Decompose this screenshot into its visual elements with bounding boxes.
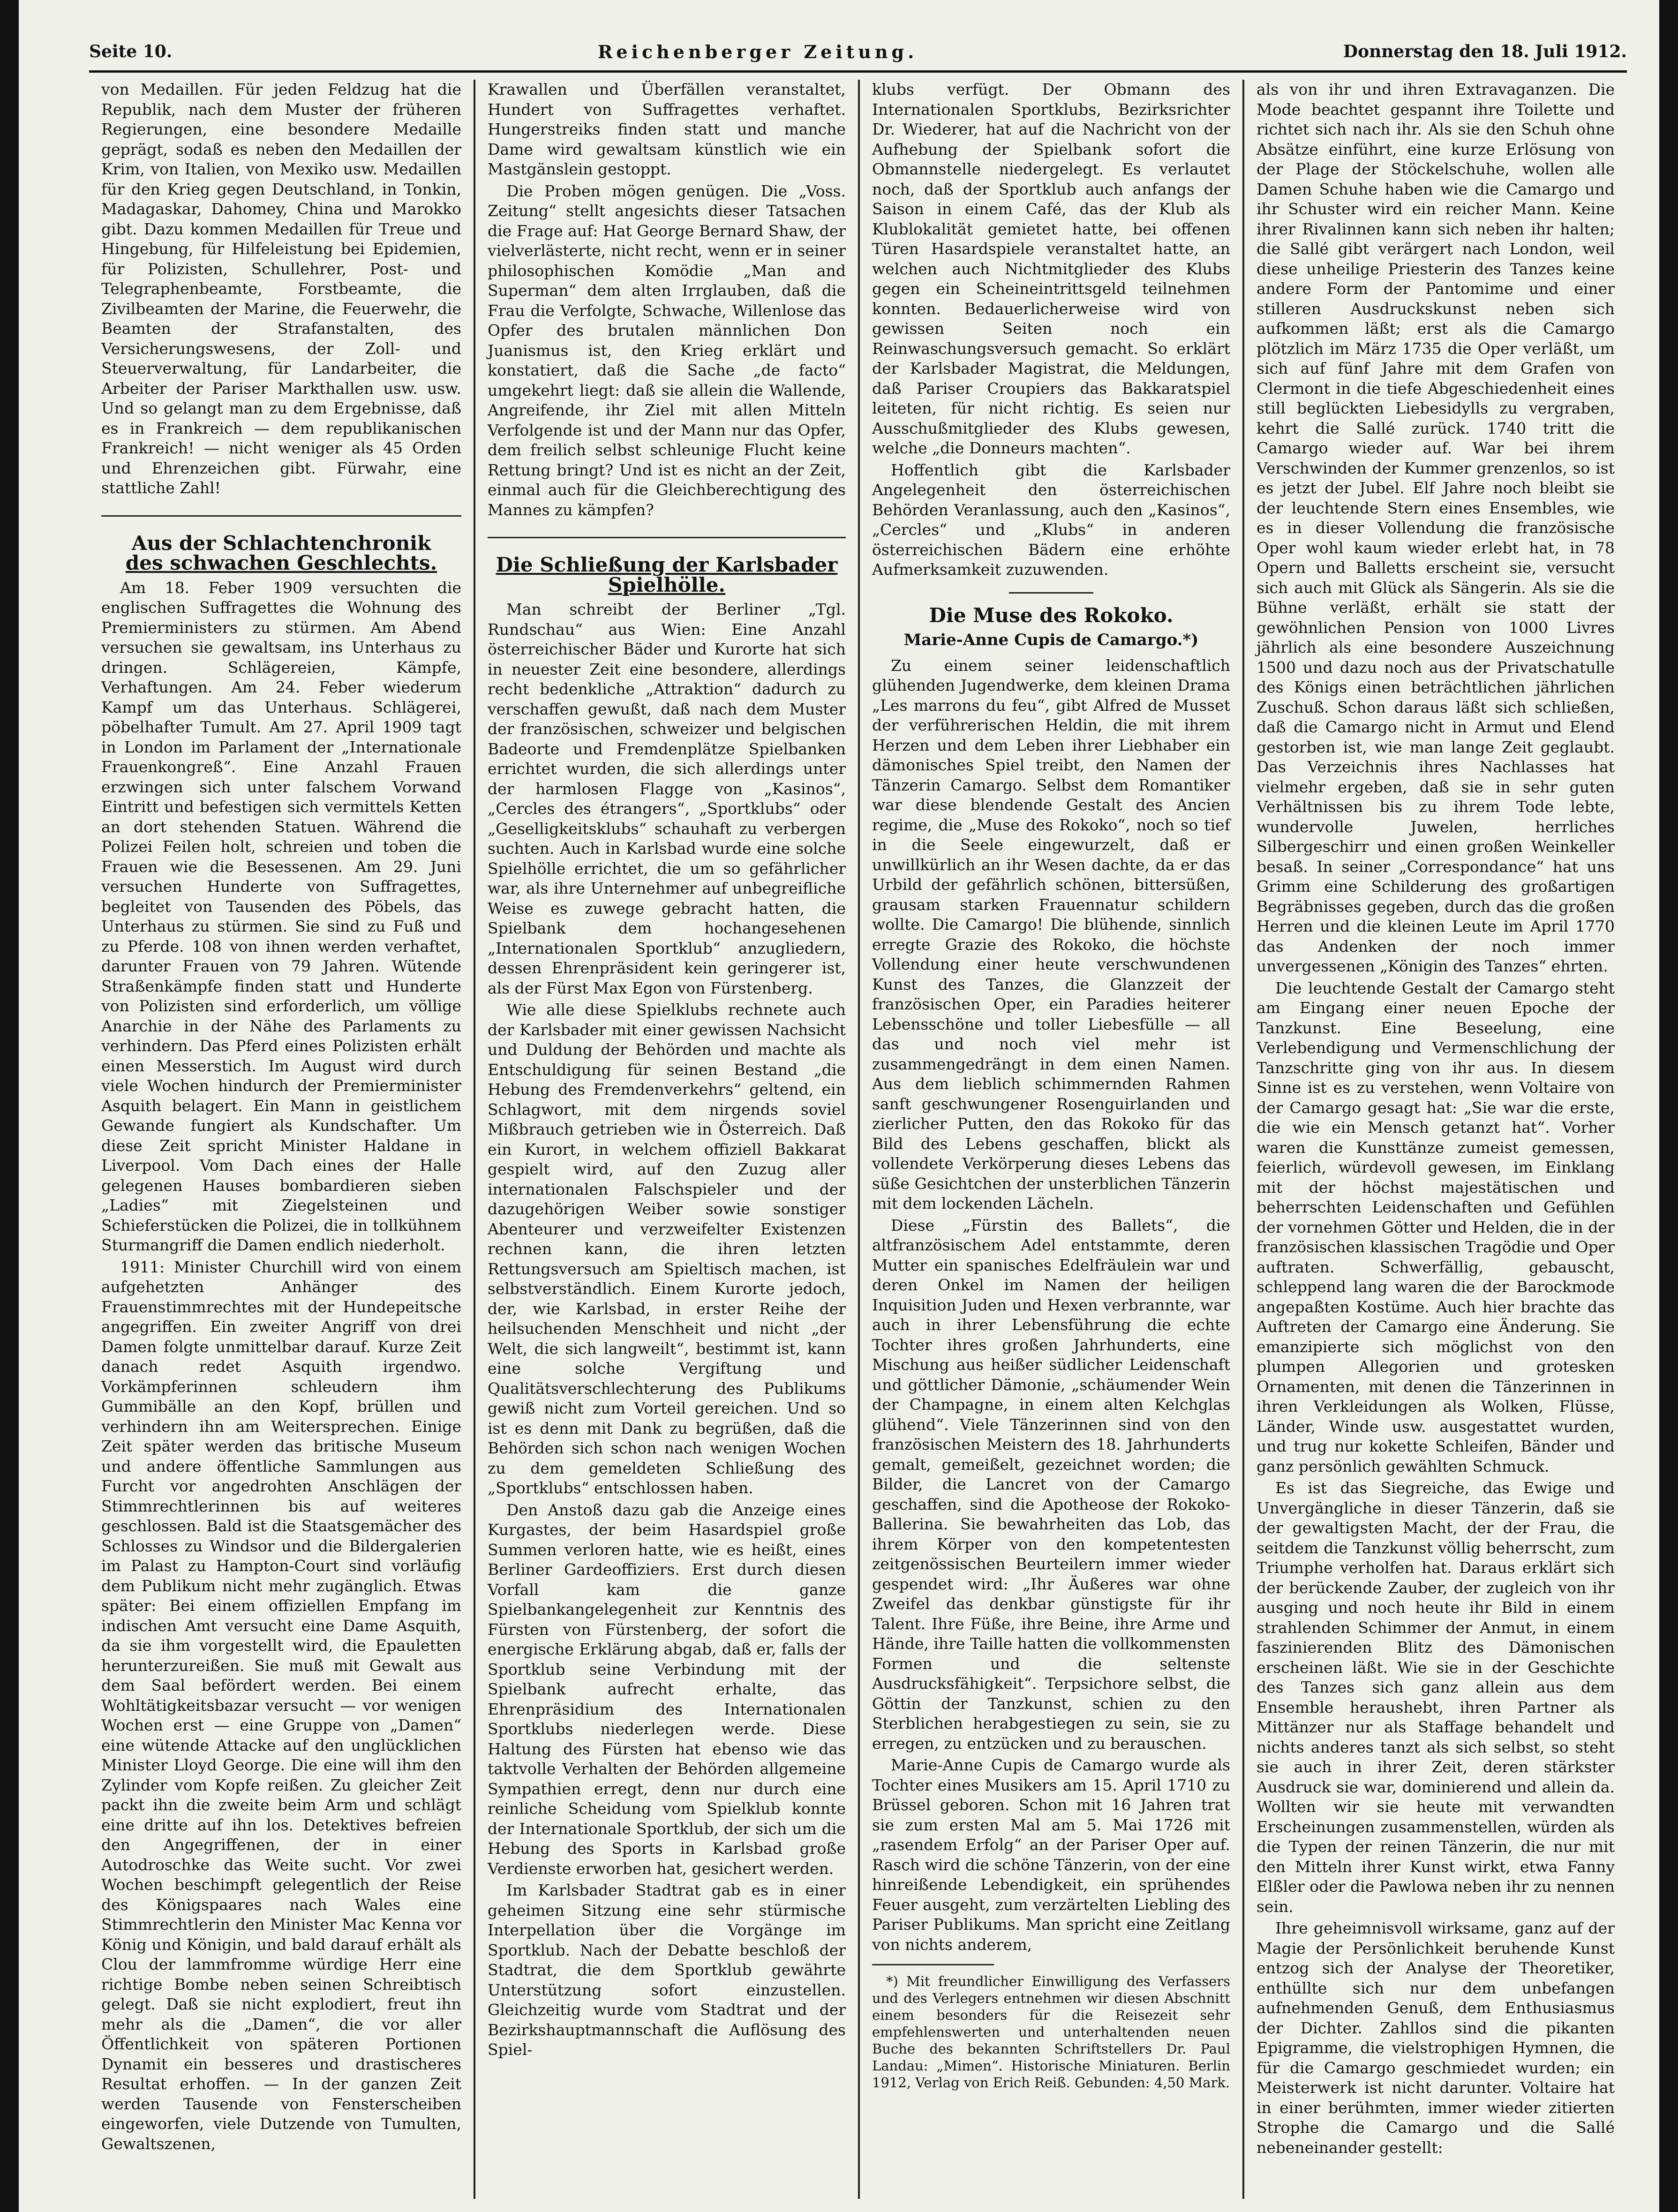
article-text: 1911: Minister Churchill wird von einem aufgehetzten Anhänger des Frauenstimmrechtes mit der Hundepeitsche angegriffen. Ein zweiter Angriff von drei Damen folgte unmittelbar darauf. Kurze Zeit danach redet Asquith irgendwo. Vorkämpferinnen schleudern ihm Gummibälle an den Kopf, brüllen und verhindern ihn am Weitersprechen. Einige Zeit später werden das britische Museum und andere öffentliche Sammlungen aus Furcht vor angedrohten Anschlägen der Stimmrechtlerinnen bis auf weiteres geschlossen. Bald ist die Staatsgemächer des Schlosses zu Windsor und die Bildergalerien im Palast zu Hampton-Court sind vorläufig dem Publikum nicht mehr zugänglich. Etwas später: Bei einem offiziellen Empfang im indischen Amt versucht eine Dame Asquith, da sie ihm vorgestellt wird, die Epauletten herunterzureißen. Sie muß mit Gewalt aus dem Saal befördert werden. Bei einem Wohltätigkeitsbazar versucht — vor wenigen Wochen erst — eine Gruppe von „Damen“ eine wütende Attacke auf den unglücklichen Minister Lloyd George. Die eine will ihm den Zylinder vom Kopfe reißen. Zu gleicher Zeit packt ihn die zweite beim Arm und schlägt eine dritte auf ihn los. Detektives befreien den Angegriffenen, der in einer Autodroschke das Weite sucht. Vor zwei Wochen beschimpft gelegentlich der Reise des Königspaares nach Wales eine Stimmrechtlerin den Minister Mac Kenna vor König und Königin, und bald darauf erhält als Clou der lammfromme würdige Herr eine richtige Bombe neben seinen Schreibtisch gelegt. Daß sie nicht explodiert, freut ihn mehr als die „Damen“, die vor aller Öffentlichkeit von späteren Portionen Dynamit ein besseres und drastischeres Resultat erhoffen. — In der ganzen Zeit werden Tausende von Fensterscheiben eingeworfen, viele Dutzende von Tumulten, Gewaltszenen, [101, 1257, 461, 2153]
article-text: Diese „Fürstin des Ballets“, die altfranzösischem Adel entstammte, deren Mutter ein spanisches Edelfräulein war und deren Onkel im Namen der heiligen Inquisition Juden und Hexen verbrannte, war auch in ihrer Lebensführung die echte Tochter ihres großen Jahrhunderts, eine Mischung aus heißer südlicher Leidenschaft und göttlicher Dämonie, „schäumender Wein der Champagne, in einem alten Kelchglas glühend“. Viele Tänzerinnen sind von den französischen Meistern des 18. Jahrhunderts gemalt, gemeißelt, gezeichnet worden; die Bilder, die Lancret von der Camargo geschaffen, sind die Apotheose der Rokoko-Ballerina. Sie bewahrheiten das Lob, das ihrem Körper von den kompetentesten zeitgenössischen Beurteilern immer wieder gespendet wird: „Ihr Äußeres war ohne Zweifel das denkbar günstigste für ihr Talent. Ihre Füße, ihre Beine, ihre Arme und Hände, ihre Taille hatten die vollkommensten Formen und die seltenste Ausdrucksfähigkeit“. Terpsichore selbst, die Göttin der Tanzkunst, schien zu den Sterblichen herabgestiegen zu sein, sie zu erregen, zu entzücken und zu berauschen. [872, 1216, 1230, 1753]
article-title-line2: des schwachen Geschlechts. [125, 551, 437, 574]
article-text: Krawallen und Überfällen veranstaltet, Hundert von Suffragettes verhaftet. Hungerstreiks finden statt und manche Dame wird gewaltsam künstlich wie ein Mastgänslein gestoppt. [488, 80, 846, 178]
article-title: Aus der Schlachtenchronik [131, 531, 431, 555]
article-text: von Medaillen. Für jeden Feldzug hat die Republik, nach dem Muster der früheren Regierungen, eine besondere Medaille geprägt, sodaß es neben den Medaillen der Krim, von Italien, von Mexiko usw. Medaillen für den Krieg gegen Deutschland, in Tonkin, Madagaskar, Dahomey, China und Marokko gibt. Dazu kommen Medaillen für Treue und Hingebung, für Hilfeleistung bei Epidemien, für Polizisten, Schullehrer, Post- und Telegraphenbeamte, Forstbeamte, die Zivilbeamten der Marine, die Feuerwehr, die Beamten der Strafanstalten, des Versicherungswesens, der Zoll- und Steuerverwaltung, für Landarbeiter, die Arbeiter der Pariser Markthallen usw. usw. Und so gelangt man zu dem Ergebnisse, daß es in Frankreich — dem republikanischen Frankreich! — nicht weniger als 45 Orden und Ehrenzeichen gibt. Fürwahr, eine stattliche Zahl! [101, 80, 461, 497]
column-4 [1242, 80, 1627, 2199]
columns [89, 80, 1627, 2199]
footnote-text: *) Mit freundlicher Einwilligung des Verfassers und des Verlegers entnehmen wir diesen Abschnitt einem besonders für die Reisezeit sehr empfehlenswerten und unterhaltenden neuen Buche des bekannten Schriftstellers Dr. Paul Landau: „Mimen“. Historische Miniaturen. Berlin 1912, Verlag von Erich Reiß. Gebunden: 4,50 Mark. [872, 1973, 1230, 2091]
article-subtitle: Marie-Anne Cupis de Camargo.*) [903, 631, 1199, 649]
article-text: Im Karlsbader Stadtrat gab es in einer geheimen Sitzung eine sehr stürmische Interpellation über die Vorgänge im Sportklub. Nach der Debatte beschloß der Stadtrat, die dem Sportklub gewährte Unterstützung sofort einzustellen. Gleichzeitig wurde vom Stadtrat und der Bezirkshauptmannschaft die Auflösung des Spiel- [488, 1881, 846, 2059]
scan-edge-right [1659, 0, 1678, 2212]
article-text: Den Anstoß dazu gab die Anzeige eines Kurgastes, der beim Hasardspiel große Summen verloren hatte, wie es heißt, eines Berliner Gardeoffiziers. Erst durch diesen Vorfall kam die ganze Spielbankangelegenheit zur Kenntnis des Fürsten von Fürstenberg, der sofort die energische Erklärung abgab, daß er, falls der Sportklub seine Verbindung mit der Spielbank aufrecht erhalte, das Ehrenpräsidium des Internationalen Sportklubs niederlegen werde. Diese Haltung des Fürsten hat ebenso wie das taktvolle Verhalten der Behörden allgemeine Sympathien erregt, denn nur durch eine reinliche Scheidung vom Spielklub konnte der Internationale Sportklub, der sich um die Hebung des Sports in Karlsbad große Verdienste erworben hat, gesichert werden. [488, 1500, 846, 1878]
article-text: Es ist das Siegreiche, das Ewige und Unvergängliche in dieser Tänzerin, daß sie der gewaltigsten Macht, der der Frau, die seitdem die Tanzkunst völlig beherrscht, zum Triumphe verholfen hat. Daraus erklärt sich der berückende Zauber, der zugleich von ihr ausging und noch heute ihr Bild in einem strahlenden Schimmer der Anmut, in einem faszinierenden Blitz des Dämonischen erscheinen läßt. Wie sie in der Geschichte des Tanzes sich ganz allein aus dem Ensemble heraushebt, ihren Partner als Mittänzer nur als Staffage behandelt und nichts anderes tanzt als sich selbst, so steht sie auch in ihrer Zeit, deren stärkster Ausdruck sie war, dominierend und allein da. Wollten wir sie heute mit verwandten Erscheinungen zusammenstellen, würden als die Typen der reinen Tänzerin, die nur mit den Mitteln ihrer Kunst wirkt, etwa Fanny Elßler oder die Pawlowa neben ihr zu nennen sein. [1257, 1479, 1615, 1916]
article-text: Marie-Anne Cupis de Camargo wurde als Tochter eines Musikers am 15. April 1710 zu Brüssel geboren. Schon mit 16 Jahren trat sie zum ersten Mal am 5. Mai 1726 mit „rasendem Erfolg“ an der Pariser Oper auf. Rasch wird die schöne Tänzerin, von der eine hinreißende Lebendigkeit, ein sprühendes Feuer ausgeht, zum verzärtelten Liebling des Pariser Publikums. Man spricht eine Zeitlang von nichts anderem, [872, 1756, 1230, 1954]
article-text: Die leuchtende Gestalt der Camargo steht am Eingang einer neuen Epoche der Tanzkunst. Eine Beseelung, eine Verlebendigung und Vermenschlichung der Tanzschritte ging von ihr aus. In diesem Sinne ist es zu verstehen, wenn Voltaire von der Camargo gesagt hat: „Sie war die erste, die wie ein Mensch getanzt hat“. Vorher waren die Kunsttänze zumeist gemessen, feierlich, würdevoll gewesen, im Einklang mit der höchst majestätischen und beherrschten Leidenschaften und Gefühlen der vornehmen Götter und Helden, die in der französischen klassischen Tragödie und Oper auftraten. Schwerfällig, gebauscht, schleppend lang waren die der Barockmode angepaßten Kostüme. Auch hier brachte das Auftreten der Camargo eine Änderung. Sie emanzipierte sich möglichst von den plumpen Allegorien und grotesken Ornamenten, mit denen die Tänzerinnen in ihren Verkleidungen als Wolken, Flüsse, Länder, Winde usw. ausgestattet wurden, und trug nur kokette Schleifen, Bänder und ganz persönlich gewählten Schmuck. [1257, 978, 1615, 1475]
column-1 [89, 80, 474, 2199]
article-text: Am 18. Feber 1909 versuchten die englischen Suffragettes die Wohnung des Premierministers zu stürmen. Am Abend versuchen sie gewaltsam, ins Unterhaus zu dringen. Schlägereien, Kämpfe, Verhaftungen. Am 24. Feber wiederum Kampf um das Unterhaus. Schlägerei, pöbelhafter Tumult. Am 27. April 1909 tagt in London im Parlament der „Internationale Frauenkongreß“. Eine Anzahl Frauen erzwingen sich unter falschem Vorwand Eintritt und befestigen sich vermittels Ketten an dort stehenden Statuen. Während die Polizei Feilen holt, schreien und toben die Frauen wie die Besessenen. Am 29. Juni versuchen Hunderte von Suffragettes, begleitet von Tausenden des Pöbels, das Unterhaus zu stürmen. Sie sind zu Fuß und zu Pferde. 108 von ihnen werden verhaftet, darunter Frauen von 79 Jahren. Wütende Straßenkämpfe finden statt und Hunderte von Polizisten sind erforderlich, um völlige Anarchie in der Nähe des Parlaments zu verhindern. Das Pferd eines Polizisten erhält einen Messerstich. Im August wird durch viele Wochen hindurch der Premierminister Asquith belagert. Ein Mann in geistlichem Gewande fungiert als Kundschafter. Um diese Zeit spricht Minister Haldane in Liverpool. Vom Dach eines der Halle gelegenen Hauses bombardieren sieben „Ladies“ mit Ziegelsteinen und Schieferstücken die Polizei, die in tollkühnem Sturmangriff die Damen endlich niederholt. [101, 578, 461, 1254]
issue-date: Donnerstag den 18. Juli 1912. [1343, 42, 1627, 61]
newspaper-name: Reichenberger Zeitung. [597, 41, 918, 62]
divider [488, 537, 846, 538]
article-title: Die Schließung der Karlsbader Spielhölle. [496, 553, 838, 596]
scan-edge-left [0, 0, 19, 2212]
article-text: Die Proben mögen genügen. Die „Voss. Zeitung“ stellt angesichts dieser Tatsachen die Frage auf: Hat George Bernard Shaw, der vielverlästerte, nicht recht, wenn er in seiner philosophischen Komödie „Man and Superman“ dem alten Irrglauben, daß die Frau die Verfolgte, Schwache, Willenlose das Opfer des brutalen männlichen Don Juanismus ist, den Krieg erklärt und konstatiert, daß die Sache „de facto“ umgekehrt liegt: daß sie allein die Wallende, Angreifende, ihr Ziel mit allen Mitteln Verfolgende ist und der Mann nur das Opfer, dem freilich selbst schleunige Flucht keine Rettung bringt? Und ist es nicht an der Zeit, einmal auch für die Gleichberechtigung des Mannes zu kämpfen? [488, 181, 846, 519]
article-text: Hoffentlich gibt die Karlsbader Angelegenheit den österreichischen Behörden Veranlassung, auch den „Kasinos“, „Cercles“ und „Klubs“ in anderen österreichischen Bädern eine erhöhte Aufmerksamkeit zuzuwenden. [872, 460, 1230, 579]
page-number: Seite 10. [89, 42, 173, 61]
article-text: Wie alle diese Spielklubs rechnete auch der Karlsbader mit einer gewissen Nachsicht und Duldung der Behörden und machte als Entschuldigung für seinen Bestand „die Hebung des Fremdenverkehrs“ geltend, ein Schlagwort, mit dem nirgends soviel Mißbrauch getrieben wie in Österreich. Daß ein Kurort, in welchem offiziell Bakkarat gespielt wird, auf den Zuzug aller internationalen Falschspieler und der dazugehörigen Weiber sowie sonstiger Abenteurer und verzweifelter Existenzen rechnen kann, die ihren letzten Rettungsversuch am Spieltisch machen, ist selbstverständlich. Einem Kurorte jedoch, der, wie Karlsbad, in erster Reihe der heilsuchenden Menschheit und nicht „der Welt, die sich langweilt“, bestimmt ist, kann eine solche Vergiftung und Qualitätsverschlechterung des Publikums gewiß nicht zum Vorteil gereichen. Und so ist es denn mit Dank zu begrüßen, daß die Behörden sich schon nach wenigen Wochen zu dem gemeldeten Schließung des „Sportklubs“ entschlossen haben. [488, 1001, 846, 1497]
column-3 [858, 80, 1242, 2199]
article-text: Man schreibt der Berliner „Tgl. Rundschau“ aus Wien: Eine Anzahl österreichischer Bäder und Kurorte hat sich in neuester Zeit eine besondere, allerdings recht bedenkliche „Attraktion“ dadurch zu verschaffen gewußt, daß nach dem Muster der französischen, schweizer und belgischen Badeorte und Fremdenplätze Spielbanken errichtet wurden, die sich allerdings unter der harmlosen Flagge von „Kasinos“, „Cercles des étrangers“, „Sportklubs“ oder „Geselligkeitsklubs“ schauhaft zu verbergen suchten. Auch in Karlsbad wurde eine solche Spielhölle errichtet, die um so gefährlicher war, als ihre Unternehmer auf unbegreifliche Weise es zuwege gebracht hatten, die Spielbank dem hochangesehenen „Internationalen Sportklub“ anzugliedern, dessen Ehrenpräsident kein geringerer ist, als der Fürst Max Egon von Fürstenberg. [488, 600, 846, 997]
column-2 [474, 80, 858, 2199]
article-text: Ihre geheimnisvoll wirksame, ganz auf der Magie der Persönlichkeit beruhende Kunst entzog sich der Analyse der Theoretiker, enthüllte sich nur dem unbefangen aufnehmenden Genuß, dem Enthusiasmus der Dichter. Zahllos sind die pikanten Epigramme, die vielstrophigen Hymnen, die für die Camargo geschmiedet wurden; ein Meisterwerk ist nicht darunter. Voltaire hat in einer berühmten, immer wieder zitierten Strophe die Camargo und die Sallé nebeneinander gestellt: [1257, 1919, 1615, 2157]
divider [1009, 592, 1093, 594]
divider [101, 515, 461, 517]
footnote [872, 1973, 1230, 2091]
article-text: als von ihr und ihren Extravaganzen. Die Mode beachtet gespannt ihre Toilette und richtet sich nach ihr. Als sie den Schuh ohne Absätze einführt, eine kurze Erlösung von der Plage der Stöckelschuhe, wollen alle Damen Schuhe haben wie die Camargo und ihr Schuster wird ein reicher Mann. Keine ihrer Rivalinnen kann sich neben ihr halten; die Sallé gibt verärgert nach London, weil diese unheilige Priesterin des Tanzes keine andere Form der Pantomime und einer stilleren Ausdruckskunst neben sich aufkommen läßt; erst als die Camargo plötzlich im März 1735 die Oper verläßt, um sich auf fünf Jahre mit dem Grafen von Clermont in die tiefe Abgeschiedenheit eines still beglückten Liebesidylls zu vergraben, kehrt die Sallé zurück. 1740 tritt die Camargo wieder auf. War bei ihrem Verschwinden der Kummer grenzenlos, so ist es jetzt der Jubel. Elf Jahre noch bleibt sie der leuchtende Stern eines Ensembles, wie es in dieser Vollendung die französische Oper wohl kaum wieder erlebt hat, in 78 Opern und Balletts erscheint sie, versucht sich auch mit Glück als Sängerin. Als sie die Bühne verläßt, erhält sie statt der gewöhnlichen Pension von 1000 Livres jährlich als eine besondere Auszeichnung 1500 und dazu noch aus der Privatschatulle des Königs einen beträchtlichen jährlichen Zuschuß. Schon daraus läßt sich schließen, daß die Camargo nicht in Armut und Elend gestorben ist, wie man lange Zeit geglaubt. Das Verzeichnis ihres Nachlasses hat vielmehr ergeben, daß sie in sehr guten Verhältnissen bis zu ihrem Tode lebte, wundervolle Juwelen, herrliches Silbergeschirr und einen großen Weinkeller besaß. In seiner „Correspondance“ hat uns Grimm eine Schilderung des großartigen Begräbnisses gegeben, durch das die großen Herren und die kleinen Leute im April 1770 das Andenken der noch immer unvergessenen „Königin des Tanzes“ ehrten. [1257, 80, 1615, 975]
article-text: klubs verfügt. Der Obmann des Internationalen Sportklubs, Bezirksrichter Dr. Wiederer, hat auf die Nachricht von der Aufhebung der Spielbank sofort die Obmannstelle niedergelegt. Es verlautet noch, daß der Sportklub auch anfangs der Saison in einem Café, das der Klub als Klublokalität gemietet hatte, bei offenen Türen Hasardspiele veranstaltet hatte, an welchen auch Nichtmitglieder des Klubs gegen ein Scheineintrittsgeld teilnehmen konnten. Bedauerlicherweise wird von gewissen Seiten noch ein Reinwaschungsversuch gemacht. So erklärt der Karlsbader Magistrat, die Meldungen, daß Pariser Croupiers das Bakkaratspiel leiteten, für nicht richtig. Es seien nur Ausschußmitglieder des Klubs gewesen, welche „die Donneurs machten“. [872, 80, 1230, 457]
footnote-divider [872, 1964, 994, 1965]
newspaper-page [70, 28, 1627, 2199]
page-header [89, 33, 1627, 73]
article-title: Die Muse des Rokoko. [929, 603, 1174, 627]
article-text: Zu einem seiner leidenschaftlich glühenden Jugendwerke, dem kleinen Drama „Les marrons du feu“, gibt Alfred de Musset der verführerischen Heldin, die mit ihrem Herzen und dem Leben ihrer Liebhaber ein dämonisches Spiel treibt, den Namen der Tänzerin Camargo. Selbst dem Romantiker war diese blendende Gestalt des Ancien regime, die „Muse des Rokoko“, noch so tief in die Seele eingewurzelt, daß er unwillkürlich an ihr Wesen dachte, da er das Urbild der gefährlich schönen, bittersüßen, grausam starken Frauennatur schildern wollte. Die Camargo! Die blühende, sinnlich erregte Grazie des Rokoko, die höchste Vollendung einer heute verschwundenen Kunst des Tanzes, die Glanzzeit der französischen Oper, ein Paradies heiterer Lebensschöne und toller Liebesfülle — all das und noch viel mehr ist zusammengedrängt in dem einen Namen. Aus dem lieblich schimmernden Rahmen sanft geschwungener Rosenguirlanden und zierlicher Putten, den das Rokoko für das Bild des Lebens geschaffen, blickt als vollendete Verkörperung dieses Lebens das süße Gesichtchen der unsterblichen Tänzerin mit dem lockenden Lächeln. [872, 656, 1230, 1212]
